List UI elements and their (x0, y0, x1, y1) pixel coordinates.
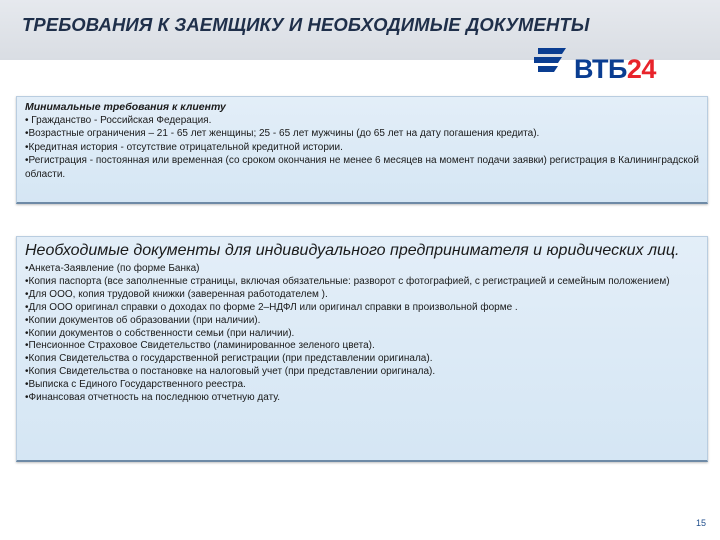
list-item: •Копии документов об образовании (при наличии). (25, 314, 261, 326)
logo-number-text: 24 (626, 54, 656, 84)
logo-wordmark (574, 54, 656, 85)
vtb24-logo (532, 44, 692, 88)
list-item: •Финансовая отчетность на последнюю отчетную дату. (25, 392, 281, 404)
list-item: •Пенсионное Страховое Свидетельство (ламинированное зеленого цвета). (25, 340, 375, 352)
vtb-logo-icon (532, 44, 572, 76)
documents-heading: Необходимые документы для индивидуального предпринимателя и юридических лиц. (25, 242, 680, 259)
list-item: •Копия Свидетельства о постановке на налоговый учет (при представлении оригинала). (25, 366, 436, 378)
page-number: 15 (695, 518, 706, 528)
page-title: ТРЕБОВАНИЯ К ЗАЕМЩИКУ И НЕОБХОДИМЫЕ ДОКУМЕНТЫ (22, 14, 590, 35)
list-item: •Для ООО оригинал справки о доходах по форме 2–НДФЛ или оригинал справки в произвольной форме . (25, 301, 518, 313)
requirements-panel (16, 96, 708, 204)
list-item: •Копия паспорта (все заполненные страницы, включая обязательные: разворот с фотографией, с регистрацией и семейным положением) (25, 275, 670, 287)
documents-panel (16, 236, 708, 462)
list-item: •Копия Свидетельства о государственной регистрации (при представлении оригинала). (25, 353, 433, 365)
list-item: •Анкета-Заявление (по форме Банка) (25, 263, 200, 274)
list-item: •Копии документов о собственности семьи (при наличии). (25, 327, 295, 339)
list-item: • Гражданство - Российская Федерация. (25, 115, 212, 126)
requirements-heading: Минимальные требования к клиенту (25, 101, 226, 113)
requirements-list (25, 114, 699, 181)
list-item: •Для ООО, копия трудовой книжки (заверенная работодателем ). (25, 288, 328, 300)
documents-list (25, 263, 699, 405)
list-item: •Регистрация - постоянная или временная (со сроком окончания не менее 6 месяцев на момент подачи заявки) регистрация в Калининградской области. (25, 155, 699, 180)
list-item: •Возрастные ограничения – 21 - 65 лет женщины; 25 - 65 лет мужчины (до 65 лет на дату погашения кредита). (25, 128, 540, 140)
logo-brand-text: ВТБ (574, 54, 627, 84)
list-item: •Выписка с Единого Государственного реестра. (25, 379, 246, 391)
list-item: •Кредитная история - отсутствие отрицательной кредитной истории. (25, 141, 343, 153)
